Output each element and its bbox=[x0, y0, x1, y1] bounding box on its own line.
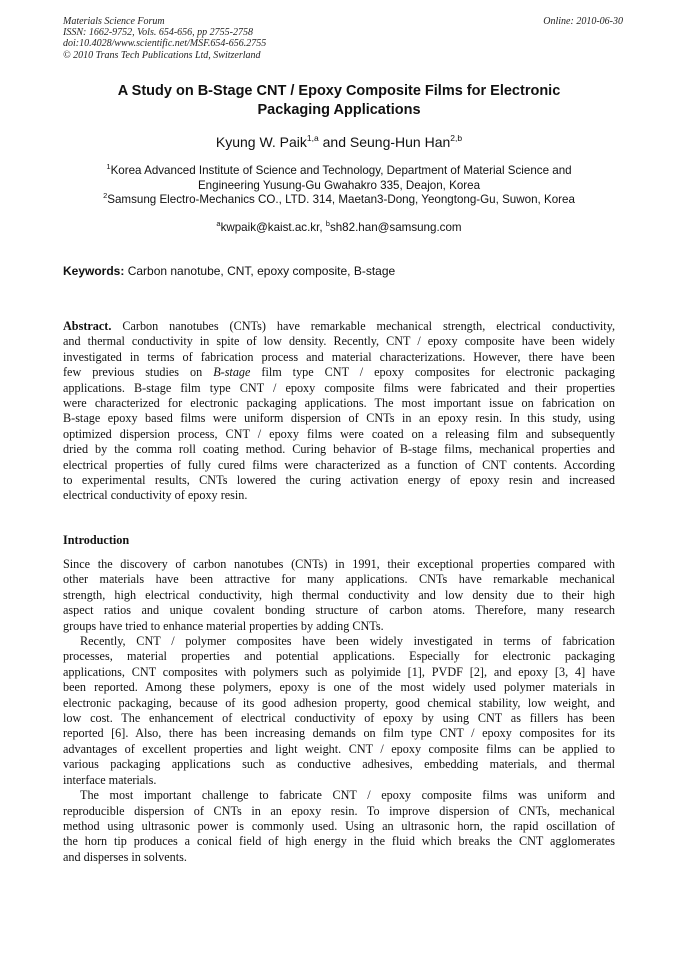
abstract-line bbox=[63, 365, 615, 380]
email-address: kwpaik@kaist.ac.kr, bbox=[220, 221, 326, 235]
abstract-line bbox=[63, 319, 615, 334]
abstract bbox=[63, 319, 615, 504]
abstract-line: B-stage epoxy based films were uniform dispersion of CNTs in an epoxy resin. In this study, using bbox=[63, 411, 615, 426]
intro-line: interface materials. bbox=[63, 772, 157, 787]
intro-line: The most important challenge to fabricate CNT / epoxy composite films was uniform and bbox=[80, 788, 615, 803]
intro-line: the horn tip produces a conical field of high energy in the fluid which breaks the CNT agglomerates bbox=[63, 834, 615, 849]
abstract-line: were characterized for electronic packaging applications. The most important issue on fabrication on bbox=[63, 396, 615, 411]
affiliation-text: Korea Advanced Institute of Science and Technology, Department of Material Science and bbox=[110, 164, 572, 177]
journal-issn: ISSN: 1662-9752, Vols. 654-656, pp 2755-2758 bbox=[63, 27, 253, 39]
affiliation-line bbox=[63, 193, 615, 208]
abstract-line: electrical properties of fully cured films were characterized as a function of CNT contents. According bbox=[63, 457, 615, 472]
affiliation-superscript: 2 bbox=[103, 191, 108, 201]
author-superscript: 1,a bbox=[306, 133, 319, 143]
intro-line: groups have tried to enhance material properties by adding CNTs. bbox=[63, 618, 384, 633]
intro-line: other materials have been attractive for many applications. CNTs have remarkable mechanical bbox=[63, 572, 615, 587]
abstract-line: to experimental results, CNTs lowered the curing activation energy of epoxy resin and increased bbox=[63, 473, 615, 488]
journal-doi: doi:10.4028/www.scientific.net/MSF.654-656.2755 bbox=[63, 38, 267, 50]
section-heading-introduction: Introduction bbox=[63, 533, 130, 547]
journal-name: Materials Science Forum bbox=[63, 16, 165, 27]
intro-line: reported [6]. Also, there has been increasing demands on film type CNT / epoxy composites for its bbox=[63, 726, 615, 741]
abstract-line: investigated in terms of fabrication process and material characterizations. However, there have been bbox=[63, 349, 615, 364]
intro-line: method using ultrasonic power is commonly used. Using an ultrasonic horn, the rapid oscillation of bbox=[63, 818, 615, 833]
author-name: Seung-Hun Han bbox=[349, 134, 451, 150]
paper-title-line: A Study on B-Stage CNT / Epoxy Composite Films for Electronic bbox=[117, 83, 561, 99]
online-date: Online: 2010-06-30 bbox=[543, 16, 623, 27]
journal-copyright: © 2010 Trans Tech Publications Ltd, Switzerland bbox=[63, 49, 261, 61]
abstract-line: applications. B-stage film type CNT / epoxy composite films were fabricated and their properties bbox=[63, 380, 615, 395]
abstract-text: few previous studies on bbox=[63, 365, 214, 380]
email-line bbox=[63, 221, 615, 236]
intro-line: strength, high electrical conductivity, high thermal conductivity and low density due to their high bbox=[63, 587, 615, 602]
paper-title bbox=[63, 82, 615, 120]
abstract-line: electrical conductivity of epoxy resin. bbox=[63, 488, 248, 503]
intro-line: been reported. Among these polymers, epoxy is one of the most widely used polymer materials in bbox=[63, 680, 615, 695]
abstract-line: optimized dispersion process, CNT / epoxy films were coated on a releasing film and subsequently bbox=[63, 426, 615, 441]
author-superscript: 2,b bbox=[450, 133, 463, 143]
affiliation-line bbox=[63, 164, 615, 179]
author-name: Kyung W. Paik bbox=[215, 134, 307, 150]
affiliation-superscript: 1 bbox=[106, 162, 111, 171]
abstract-text: Carbon nanotubes (CNTs) have remarkable mechanical strength, electrical conductivity, bbox=[111, 319, 615, 333]
intro-line: applications, CNT composites with polymers such as polyimide [1], PVDF [2], and epoxy [3, 4] have bbox=[63, 664, 615, 679]
intro-line: Recently, CNT / polymer composites have been widely investigated in terms of fabrication bbox=[80, 634, 615, 649]
abstract-line: dried by the comma roll coating method. Curing behavior of B-stage films, mechanical properties and bbox=[63, 442, 615, 457]
affiliations bbox=[63, 164, 615, 236]
intro-line: Since the discovery of carbon nanotubes (CNTs) in 1991, their exceptional properties compared with bbox=[63, 557, 615, 571]
abstract-emphasis: B-stage bbox=[213, 365, 251, 380]
journal-header bbox=[63, 16, 623, 61]
email-superscript: b bbox=[325, 219, 330, 229]
intro-line: various packaging applications such as conductive adhesives, embedding materials, and thermal bbox=[63, 757, 615, 772]
intro-line: low cost. The enhancement of electrical conductivity of epoxy by using CNT as fillers has been bbox=[63, 711, 615, 726]
intro-line: aspect ratios and unique covalent bonding structure of carbon atoms. Therefore, many research bbox=[63, 603, 615, 618]
intro-line: electronic packaging, because of its good adhesion property, good chemical stability, low weight, and bbox=[63, 695, 615, 710]
intro-line: and disperses in solvents. bbox=[63, 849, 187, 864]
email-superscript: a bbox=[216, 219, 221, 229]
introduction-body bbox=[63, 557, 615, 865]
author-conjunction: and bbox=[318, 134, 350, 150]
keywords-label: Keywords: bbox=[63, 264, 125, 278]
abstract-label: Abstract. bbox=[63, 319, 112, 333]
affiliation-line: Engineering Yusung-Gu Gwahakro 335, Deajon, Korea bbox=[197, 178, 481, 192]
abstract-line: and thermal conductivity in spite of low density. Recently, CNT / epoxy composite have been widely bbox=[63, 334, 615, 349]
intro-line: processes, material properties and potential applications. Especially for electronic packaging bbox=[63, 649, 615, 664]
intro-line: advantages of excellent properties and light weight. CNT / epoxy composite films can be applied to bbox=[63, 741, 615, 756]
keywords bbox=[63, 264, 615, 279]
affiliation-text: Samsung Electro-Mechanics CO., LTD. 314, Maetan3-Dong, Yeongtong-Gu, Suwon, Korea bbox=[107, 193, 575, 207]
abstract-text: film type CNT / epoxy composites for electronic packaging bbox=[250, 365, 615, 380]
intro-line: reproducible dispersion of CNTs in an epoxy resin. To improve dispersion of CNTs, mechanical bbox=[63, 803, 615, 818]
paper-title-line: Packaging Applications bbox=[257, 102, 421, 118]
author-line bbox=[63, 133, 615, 151]
keywords-text: Carbon nanotube, CNT, epoxy composite, B-stage bbox=[124, 264, 396, 278]
email-address: sh82.han@samsung.com bbox=[329, 221, 462, 235]
